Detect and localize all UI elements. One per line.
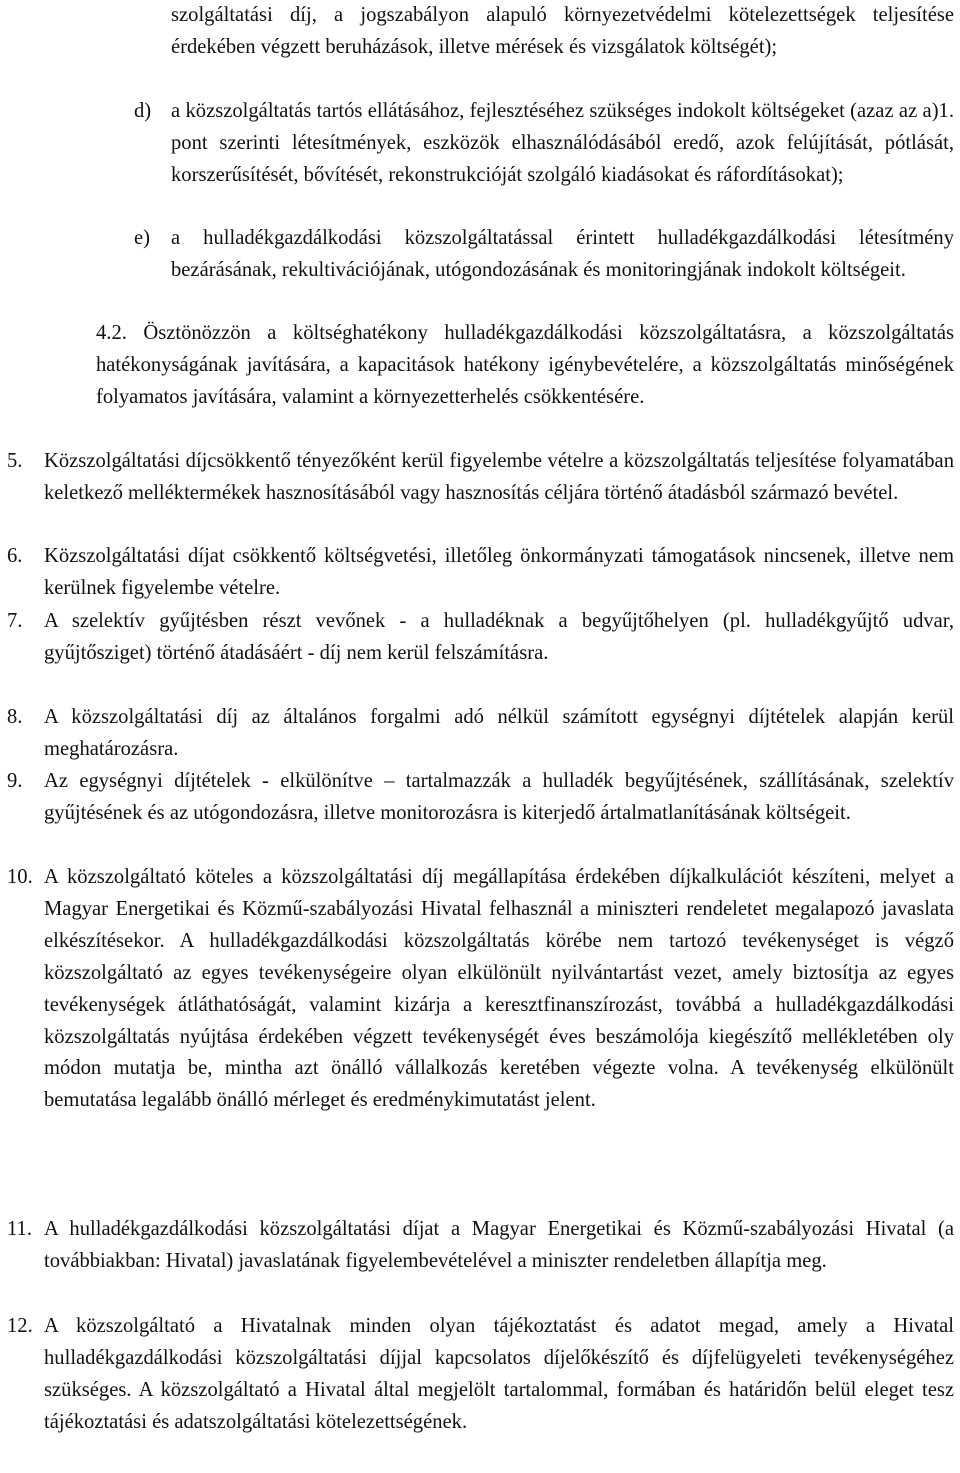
item-number: 10. xyxy=(7,866,33,888)
list-item-12 xyxy=(7,1311,954,1439)
item-text: A szelektív gyűjtésben részt vevőnek - a hulladéknak a begyűjtőhelyen (pl. hulladékgyűjtő udvar, gyűjtősziget) történő átadásáért - díj nem kerül felszámításra. xyxy=(44,610,954,664)
list-item-e xyxy=(134,223,954,287)
item-number: 11. xyxy=(7,1218,32,1240)
list-item-5 xyxy=(7,446,954,510)
item-text: A hulladékgazdálkodási közszolgáltatási díjat a Magyar Energetikai és Közmű-szabályozási Hivatal (a továbbiakban: Hivatal) javaslatának figyelembevételével a miniszter rendeletben állapítja meg. xyxy=(44,1218,954,1272)
list-item-6 xyxy=(7,541,954,605)
item-text: A közszolgáltatási díj az általános forgalmi adó nélkül számított egységnyi díjtételek alapján kerül meghatározásra. xyxy=(44,706,954,760)
item-number: 7. xyxy=(7,610,23,632)
item-text: a közszolgáltatás tartós ellátásához, fejlesztéséhez szükséges indokolt költségeket (azaz az a)1. pont szerinti létesítmények, eszközök elhasználódásából eredő, azok felújítását, pótlását, korszerűsítését, bővítését, rekonstrukcióját szolgáló kiadásokat és ráfordításokat); xyxy=(171,100,954,186)
list-item-9 xyxy=(7,766,954,830)
item-number: 9. xyxy=(7,770,23,792)
item-number: 12. xyxy=(7,1315,33,1337)
item-number: 8. xyxy=(7,706,23,728)
item-c-continuation: szolgáltatási díj, a jogszabályon alapuló környezetvédelmi kötelezettségek teljesítése érdekében végzett beruházások, illetve mérések és vizsgálatok költségét); xyxy=(171,4,954,58)
item-text: Az egységnyi díjtételek - elkülönítve – tartalmazzák a hulladék begyűjtésének, szállításának, szelektív gyűjtésének és az utógondozásra, illetve monitorozásra is kiterjedő ártalmatlanításának költségeit. xyxy=(44,770,954,824)
item-number: 6. xyxy=(7,545,23,567)
paragraph-4-2 xyxy=(96,318,954,414)
item-label: d) xyxy=(134,100,152,122)
item-text: A közszolgáltató köteles a közszolgáltatási díj megállapítása érdekében díjkalkulációt készíteni, melyet a Magyar Energetikai és Közmű-szabályozási Hivatal felhasznál a miniszteri rendeletet megalapozó javaslata elkészítésekor. A hulladékgazdálkodási közszolgáltatás körébe nem tartozó tevékenységet is végző közszolgáltató az egyes tevékenységeire olyan elkülönült nyilvántartást vezet, amely biztosítja az egyes tevékenységek átláthatóságát, valamint kizárja a keresztfinanszírozást, továbbá a hulladékgazdálkodási közszolgáltatás nyújtása érdekében végzett tevékenységét éves beszámolója kiegészítő mellékletében oly módon mutatja be, mintha azt önálló vállalkozás keretében végezte volna. A tevékenység elkülönült bemutatása legalább önálló mérleget és eredménykimutatást jelent. xyxy=(44,866,954,1112)
list-item-10 xyxy=(7,862,954,1117)
item-number: 5. xyxy=(7,450,23,472)
item-text: Közszolgáltatási díjat csökkentő költségvetési, illetőleg önkormányzati támogatások nincsenek, illetve nem kerülnek figyelembe vételre. xyxy=(44,545,954,599)
list-item-7 xyxy=(7,606,954,670)
item-text: A közszolgáltató a Hivatalnak minden olyan tájékoztatást és adatot megad, amely a Hivatal hulladékgazdálkodási közszolgáltatási díjjal kapcsolatos díjelőkészítő és díjfelügyeleti tevékenységéhez szükséges. A közszolgáltató a Hivatal által megjelölt tartalommal, formában és határidőn belül eleget tesz tájékoztatási és adatszolgáltatási kötelezettségének. xyxy=(44,1315,954,1433)
item-text: Közszolgáltatási díjcsökkentő tényezőként kerül figyelembe vételre a közszolgáltatás teljesítése folyamatában keletkező melléktermékek hasznosításából vagy hasznosítás céljára történő átadásból származó bevétel. xyxy=(44,450,954,504)
item-label: e) xyxy=(134,227,150,249)
list-item-11 xyxy=(7,1214,954,1278)
paragraph-number: 4.2. xyxy=(96,322,127,344)
item-text: a hulladékgazdálkodási közszolgáltatással érintett hulladékgazdálkodási létesítmény bezárásának, rekultivációjának, utógondozásának és monitoringjának indokolt költségeit. xyxy=(171,227,954,281)
paragraph-text: Ösztönözzön a költséghatékony hulladékgazdálkodási közszolgáltatásra, a közszolgáltatás hatékonyságának javítására, a kapacitások hatékony igénybevételére, a közszolgáltatás minőségének folyamatos javítására, valamint a környezetterhelés csökkentésére. xyxy=(96,322,954,408)
list-item-8 xyxy=(7,702,954,766)
list-item-d xyxy=(134,96,954,192)
